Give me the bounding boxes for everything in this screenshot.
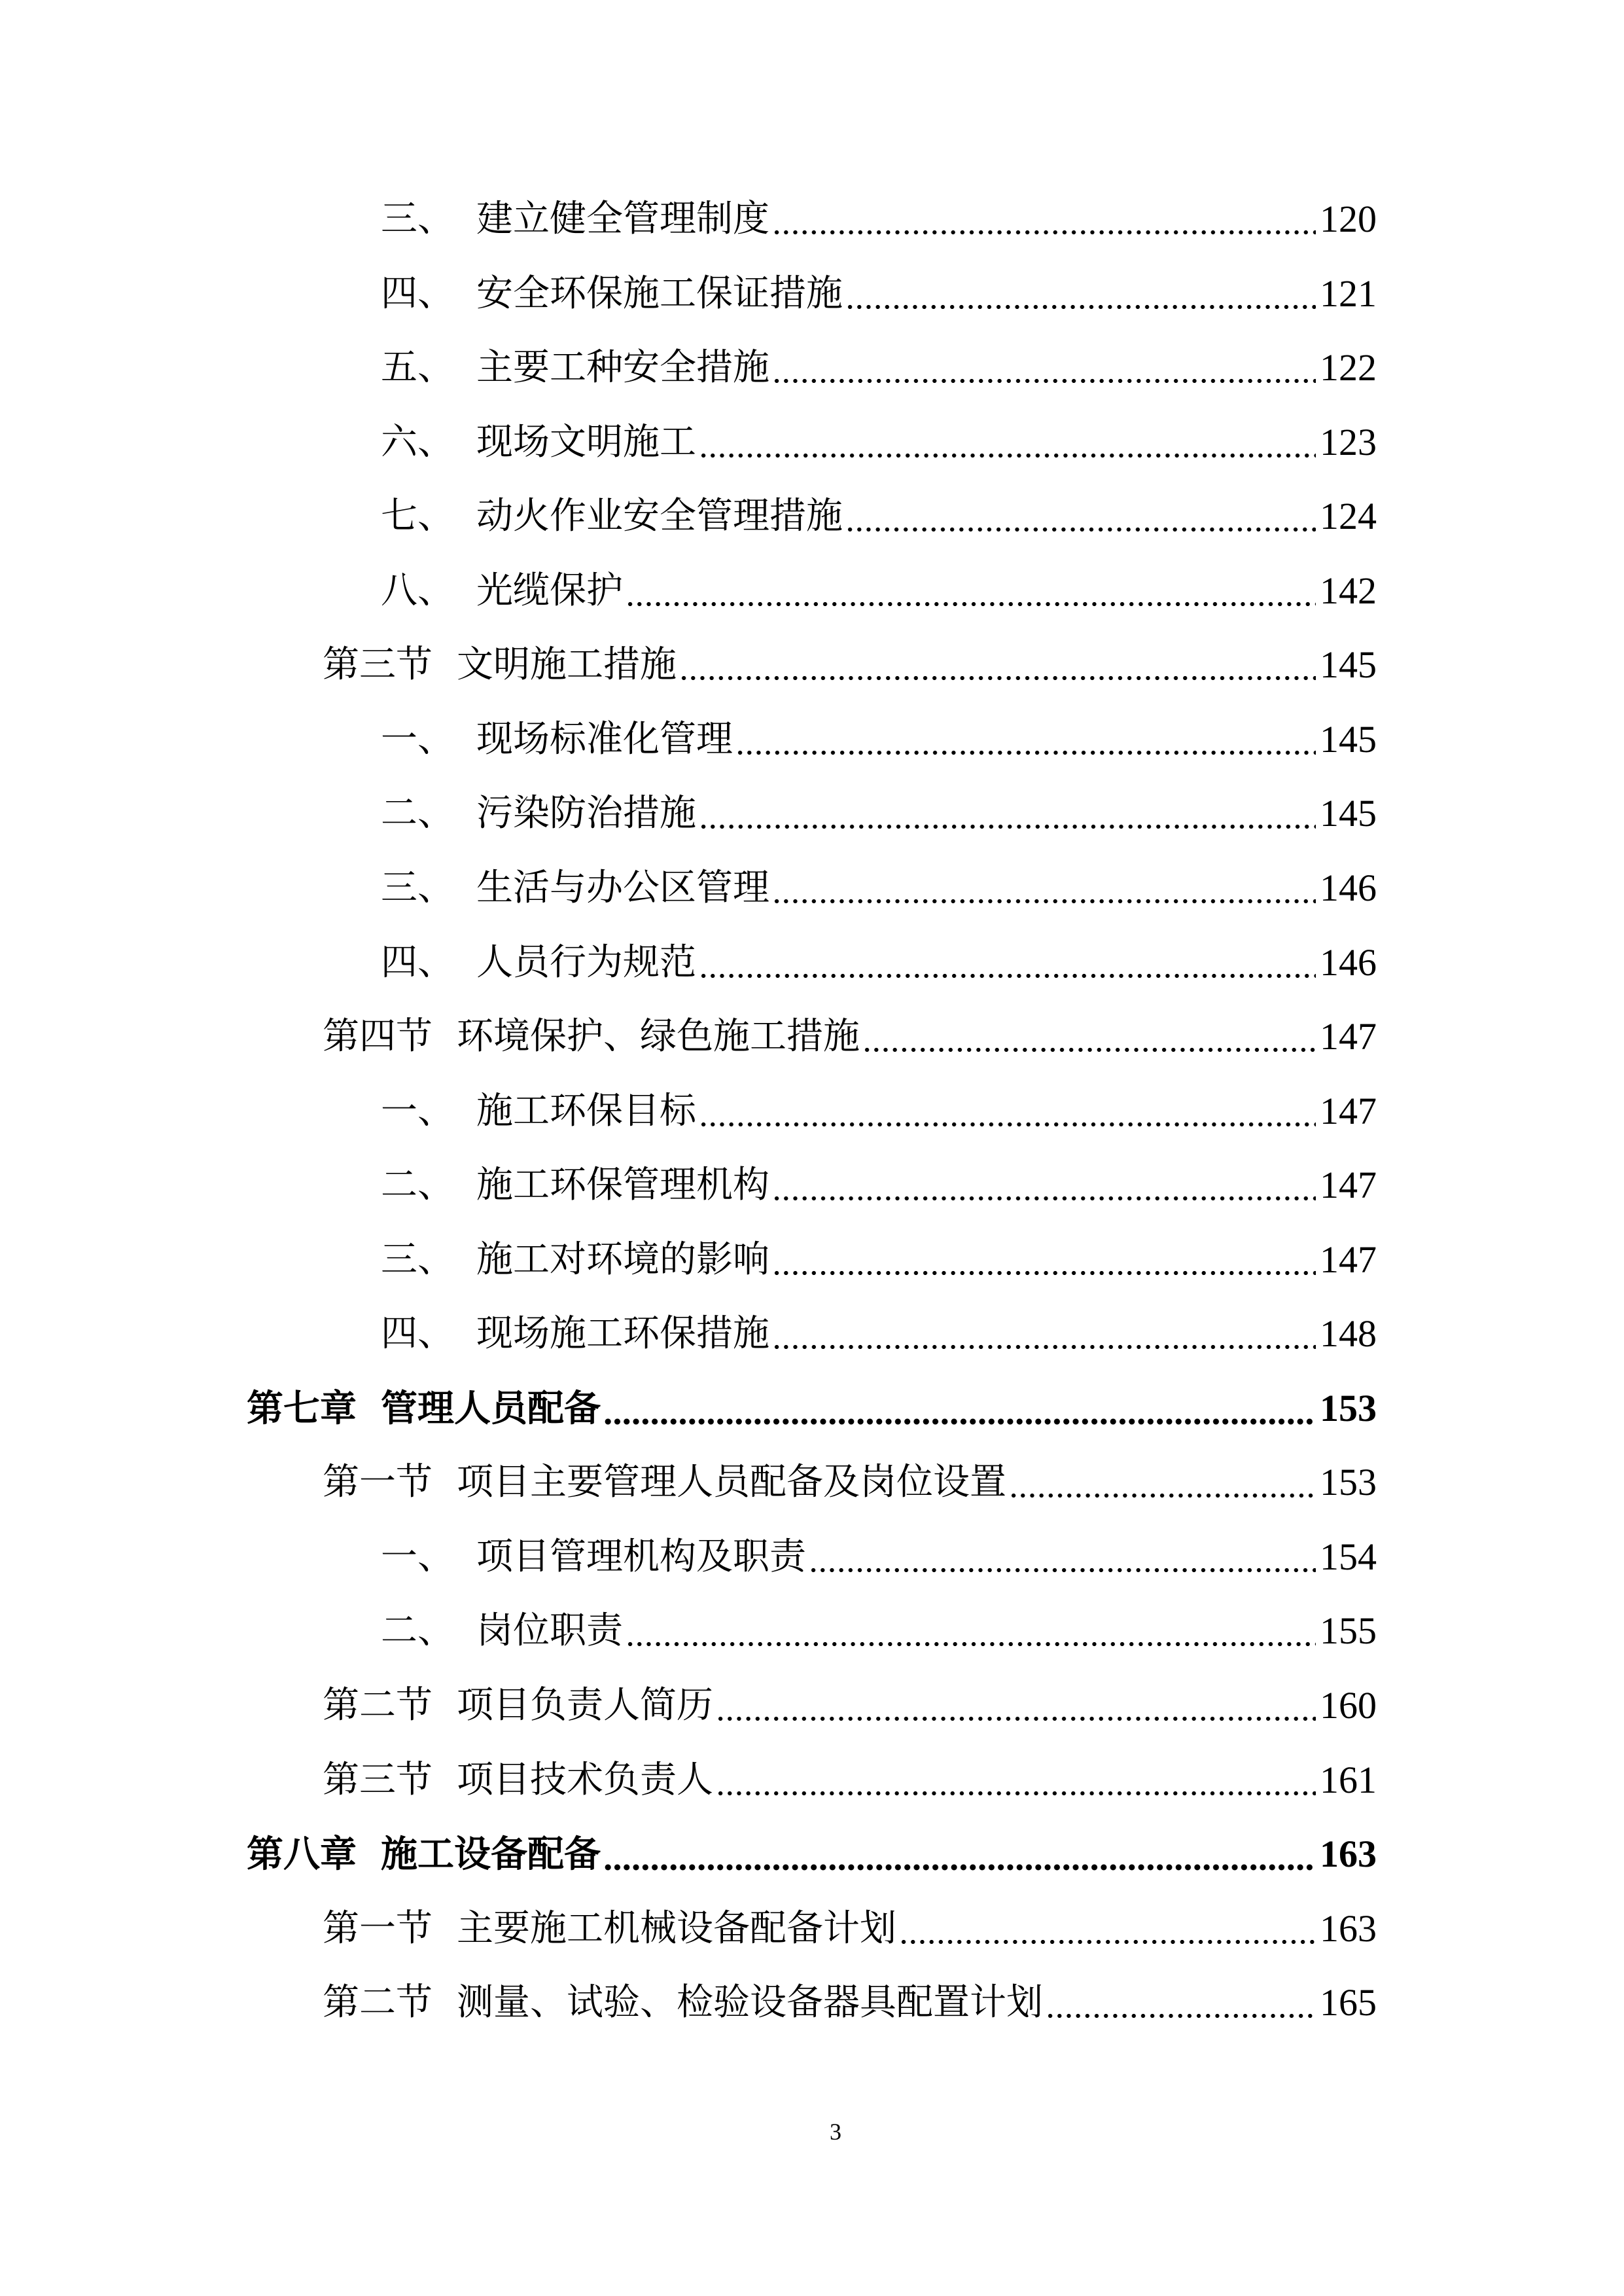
dot-leader (809, 1534, 1316, 1580)
toc-entry-title: 项目负责人简历 (457, 1684, 713, 1727)
toc-entry-number: 八、 (381, 569, 454, 612)
toc-entry-title: 污染防治措施 (476, 792, 696, 835)
toc-entry-item[interactable] (0, 1534, 1624, 1580)
toc-entry-page-number: 124 (1320, 495, 1377, 538)
toc-entry-body (476, 493, 1377, 539)
toc-entry-number: 六、 (381, 420, 454, 463)
toc-entry-title: 现场施工环保措施 (476, 1312, 769, 1355)
dot-leader (735, 717, 1316, 762)
toc-entry-number: 第八章 (247, 1833, 357, 1876)
dot-leader (772, 865, 1316, 911)
toc-entry-item[interactable] (0, 791, 1624, 836)
toc-entry-number: 四、 (381, 1312, 454, 1355)
toc-entry-item[interactable] (0, 1608, 1624, 1654)
toc-entry-title: 施工环保管理机构 (476, 1164, 769, 1207)
toc-entry-title: 生活与办公区管理 (476, 866, 769, 909)
toc-entry-page-number: 154 (1320, 1535, 1377, 1578)
toc-entry-page-number: 147 (1320, 1089, 1377, 1132)
toc-entry-body (476, 717, 1377, 762)
toc-entry-item[interactable] (0, 1311, 1624, 1357)
toc-entry-item[interactable] (0, 493, 1624, 539)
toc-entry-section[interactable] (0, 1014, 1624, 1060)
toc-entry-number: 第二节 (323, 1981, 432, 2024)
toc-entry-body (476, 568, 1377, 614)
toc-entry-body (476, 940, 1377, 986)
toc-entry-item[interactable] (0, 420, 1624, 465)
toc-entry-page-number: 163 (1320, 1907, 1377, 1950)
toc-entry-item[interactable] (0, 345, 1624, 391)
toc-entry-number: 七、 (381, 495, 454, 538)
toc-entry-number: 一、 (381, 717, 454, 761)
toc-entry-section[interactable] (0, 1757, 1624, 1803)
toc-entry-page-number: 145 (1320, 792, 1377, 835)
dot-leader (699, 791, 1316, 836)
toc-entry-item[interactable] (0, 717, 1624, 762)
toc-entry-title: 主要工种安全措施 (476, 346, 769, 389)
dot-leader (845, 271, 1316, 317)
toc-entry-page-number: 146 (1320, 941, 1377, 984)
dot-leader (716, 1757, 1316, 1803)
toc-entry-page-number: 147 (1320, 1238, 1377, 1281)
toc-entry-page-number: 142 (1320, 569, 1377, 612)
toc-entry-body (476, 196, 1377, 242)
toc-entry-page-number: 145 (1320, 643, 1377, 687)
toc-entry-body (457, 642, 1377, 688)
toc-entry-title: 现场标准化管理 (476, 717, 733, 761)
dot-leader (679, 642, 1316, 688)
toc-entry-body (457, 1757, 1377, 1803)
toc-entry-page-number: 147 (1320, 1015, 1377, 1058)
toc-entry-body (381, 1386, 1377, 1431)
toc-entry-title: 文明施工措施 (457, 643, 677, 687)
toc-entry-title: 主要施工机械设备配备计划 (457, 1907, 896, 1950)
toc-entry-body (457, 1980, 1377, 2026)
toc-entry-page-number: 165 (1320, 1981, 1377, 2024)
toc-entry-body (381, 1831, 1377, 1877)
toc-entry-title: 建立健全管理制度 (476, 198, 769, 240)
toc-entry-page-number: 121 (1320, 272, 1377, 315)
dot-leader (772, 196, 1316, 242)
toc-entry-title: 动火作业安全管理措施 (476, 495, 843, 538)
toc-entry-title: 项目技术负责人 (457, 1758, 713, 1801)
toc-entry-body (476, 1534, 1377, 1580)
toc-entry-section[interactable] (0, 1683, 1624, 1729)
toc-entry-number: 第四节 (323, 1015, 432, 1058)
dot-leader (1046, 1980, 1316, 2026)
toc-entry-page-number: 145 (1320, 717, 1377, 761)
dot-leader (603, 1386, 1316, 1431)
toc-entry-item[interactable] (0, 1088, 1624, 1134)
dot-leader (716, 1683, 1316, 1729)
toc-entry-title: 环境保护、绿色施工措施 (457, 1015, 860, 1058)
toc-entry-title: 人员行为规范 (476, 941, 696, 984)
toc-entry-page-number: 123 (1320, 420, 1377, 463)
toc-entry-number: 一、 (381, 1535, 454, 1578)
toc-entry-number: 五、 (381, 346, 454, 389)
dot-leader (845, 493, 1316, 539)
toc-entry-title: 安全环保施工保证措施 (476, 272, 843, 315)
toc-entry-number: 三、 (381, 866, 454, 909)
dot-leader (699, 420, 1316, 465)
dot-leader (899, 1906, 1316, 1952)
toc-entry-body (476, 420, 1377, 465)
toc-entry-chapter[interactable] (0, 1831, 1624, 1877)
toc-entry-item[interactable] (0, 271, 1624, 317)
toc-entry-item[interactable] (0, 940, 1624, 986)
dot-leader (772, 1237, 1316, 1283)
toc-entry-number: 二、 (381, 792, 454, 835)
toc-entry-number: 三、 (381, 198, 454, 240)
toc-entry-item[interactable] (0, 865, 1624, 911)
toc-entry-title: 施工设备配备 (381, 1833, 601, 1876)
toc-entry-body (476, 1237, 1377, 1283)
toc-entry-page-number: 163 (1320, 1833, 1377, 1876)
toc-entry-body (476, 345, 1377, 391)
toc-entry-page-number: 153 (1320, 1386, 1377, 1429)
toc-entry-page-number: 160 (1320, 1684, 1377, 1727)
toc-entry-page-number: 148 (1320, 1312, 1377, 1355)
toc-entry-page-number: 147 (1320, 1164, 1377, 1207)
toc-entry-number: 第七章 (247, 1386, 357, 1430)
toc-entry-page-number: 146 (1320, 866, 1377, 909)
toc-entry-page-number: 161 (1320, 1758, 1377, 1801)
toc-entry-body (476, 271, 1377, 317)
toc-entry-body (457, 1014, 1377, 1060)
toc-entry-number: 二、 (381, 1164, 454, 1207)
toc-entry-body (476, 1311, 1377, 1357)
toc-entry-section[interactable] (0, 1906, 1624, 1952)
toc-entry-number: 三、 (381, 1238, 454, 1281)
dot-leader (699, 940, 1316, 986)
toc-entry-number: 四、 (381, 272, 454, 315)
toc-entry-title: 测量、试验、检验设备器具配置计划 (457, 1981, 1043, 2024)
dot-leader (772, 1162, 1316, 1208)
dot-leader (626, 568, 1316, 614)
toc-entry-page-number: 120 (1320, 198, 1377, 240)
toc-entry-page-number: 155 (1320, 1609, 1377, 1653)
toc-entry-body (476, 791, 1377, 836)
toc-entry-title: 项目管理机构及职责 (476, 1535, 806, 1578)
toc-entry-number: 第三节 (323, 643, 432, 687)
toc-entry-body (457, 1460, 1377, 1505)
dot-leader (626, 1608, 1316, 1654)
dot-leader (699, 1088, 1316, 1134)
toc-entry-body (457, 1683, 1377, 1729)
toc-entry-body (476, 1162, 1377, 1208)
toc-entry-body (476, 865, 1377, 911)
page-footer-number: 3 (830, 2119, 841, 2145)
toc-entry-body (457, 1906, 1377, 1952)
toc-entry-number: 四、 (381, 941, 454, 984)
dot-leader (772, 345, 1316, 391)
toc-entry-title: 施工环保目标 (476, 1089, 696, 1132)
toc-entry-number: 一、 (381, 1089, 454, 1132)
toc-entry-item[interactable] (0, 1237, 1624, 1283)
dot-leader (603, 1831, 1316, 1877)
toc-entry-number: 第三节 (323, 1758, 432, 1801)
toc-entry-body (476, 1608, 1377, 1654)
dot-leader (772, 1311, 1316, 1357)
toc-entry-number: 第二节 (323, 1684, 432, 1727)
toc-entry-item[interactable] (0, 568, 1624, 614)
toc-entry-title: 项目主要管理人员配备及岗位设置 (457, 1461, 1006, 1504)
toc-entry-title: 岗位职责 (476, 1609, 623, 1653)
toc-entry-chapter[interactable] (0, 1386, 1624, 1431)
toc-entry-item[interactable] (0, 1162, 1624, 1208)
toc-entry-section[interactable] (0, 1980, 1624, 2026)
dot-leader (862, 1014, 1316, 1060)
toc-entry-number: 第一节 (323, 1907, 432, 1950)
toc-entry-item[interactable] (0, 196, 1624, 242)
toc-entry-section[interactable] (0, 1460, 1624, 1505)
toc-entry-body (476, 1088, 1377, 1134)
toc-entry-title: 施工对环境的影响 (476, 1238, 769, 1281)
dot-leader (1009, 1460, 1316, 1505)
toc-entry-title: 管理人员配备 (381, 1386, 601, 1430)
toc-entry-number: 二、 (381, 1609, 454, 1653)
toc-entry-title: 光缆保护 (476, 569, 623, 612)
toc-entry-title: 现场文明施工 (476, 420, 696, 463)
toc-entry-number: 第一节 (323, 1461, 432, 1504)
toc-entry-section[interactable] (0, 642, 1624, 688)
toc-entry-page-number: 122 (1320, 346, 1377, 389)
toc-entry-page-number: 153 (1320, 1461, 1377, 1504)
